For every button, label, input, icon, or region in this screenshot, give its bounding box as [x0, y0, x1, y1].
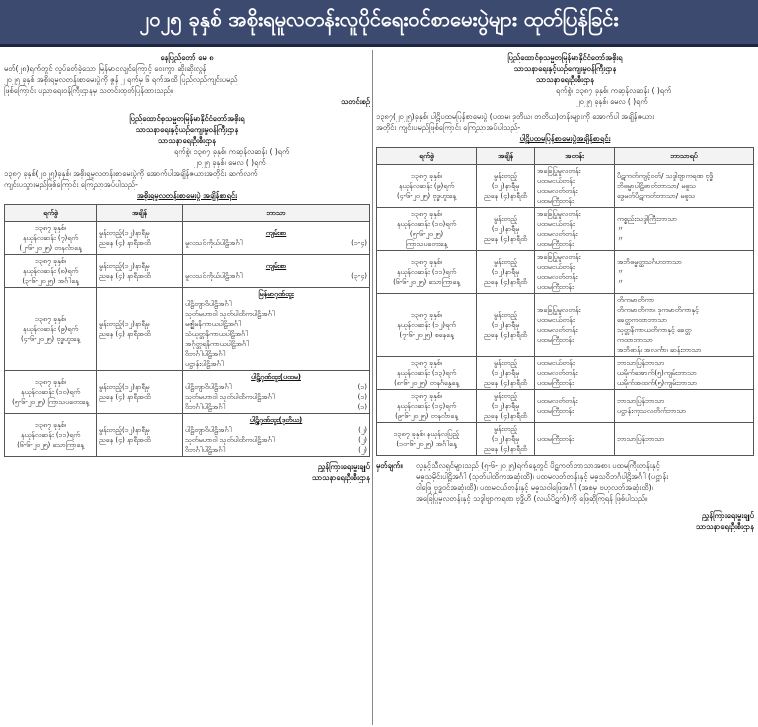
subject-item: [185, 339, 367, 349]
subject-line: အဘိဓာန်၊ အလင်္ကာ၊ ဆန်းဘာသာ: [617, 346, 702, 354]
subject-item-text: မဇ္ဈိမနိကာယပါဠိအင်္ဂါ: [185, 320, 242, 328]
date-line: (၁၀-၆-၂၀၂၅) အင်္ဂါနေ့: [396, 440, 457, 448]
grade-cell: [535, 423, 615, 456]
notice-line: အတိုင်း ကျင်းပမည်ဖြစ်ကြောင်း ကြေညာအပ်ပါသည်-: [376, 123, 521, 132]
subject-cell: [615, 165, 754, 208]
date-line: (၃-၆-၂၀၂၅) အင်္ဂါနေ့: [22, 277, 79, 285]
time-line: (၁၂)နာရီမှ: [491, 182, 520, 190]
time-line: မွန်းတည့်(၁၂)နာရီမှ: [99, 383, 150, 391]
subject-heading: ကျမ်းစာ: [265, 229, 287, 237]
table-row: [5, 371, 370, 414]
time-line: မွန်းတည့်: [494, 425, 517, 433]
subject-cell: [183, 288, 370, 371]
date-cell: [377, 423, 477, 456]
grade-line: အခြေပြုမူလတန်း: [537, 210, 581, 218]
subject-item: [185, 359, 367, 369]
time-cell: [477, 251, 535, 294]
notice-line: ၁၃၈၇ ခုနှစ်(၂၀၂၅)ခုနှစ်၊ အစိုးရမူလတန်းစာမေးပွဲကို အောက်ပါအချိန်ဇယားအတိုင်း ဆက်လက်: [4, 169, 258, 178]
time-cell: [97, 288, 183, 371]
subject-item-text: မူလသင်ကိုယ်ပါဠိအင်္ဂါ: [185, 272, 243, 280]
time-line: မွန်းတည့်(၁၂)နာရီမှ: [99, 426, 150, 434]
header-time: အချိန်: [477, 148, 535, 165]
time-line: ညနေ (၄)နာရီထိ: [483, 445, 528, 453]
headline-title: ၂၀၂၅ ခုနှစ် အစိုးရမူလတန်းလူပိုင်ရေးဝင်စာမေးပွဲများ ထုတ်ပြန်ခြင်း: [139, 7, 619, 31]
subject-item-text: ဝိဘင်္ဂါပါဠိအင်္ဂါ: [185, 446, 226, 454]
date-line: နယုန်လဆန်း (၁၄)ရက်: [396, 402, 457, 410]
grade-cell: [535, 208, 615, 251]
subject-item-number: (၁): [357, 383, 367, 391]
time-line: (၁၂)နာရီမှ: [491, 402, 520, 410]
subject-item-number: (၁): [357, 403, 367, 411]
time-line: မွန်းတည့်: [494, 311, 517, 319]
time-line: ညနေ (၄) နာရီအထိ: [99, 393, 151, 401]
date-line: ၁၃၈၇ ခုနှစ်၊: [411, 210, 442, 218]
date-line: ၁၃၈၇ ခုနှစ်၊: [35, 257, 66, 265]
grade-line: အခြေပြုမူလတန်း: [537, 253, 581, 261]
subject-item-text: ဝိဘင်္ဂါပါဠိအင်္ဂါ: [185, 350, 226, 358]
date-line: နယုန်လဆန်း (၁၁)ရက်: [396, 268, 457, 276]
date-line: နယုန်လဆန်း (၈)ရက်: [22, 267, 79, 275]
time-line: မွန်းတည့်: [494, 215, 517, 223]
left-schedule-table: [4, 204, 370, 457]
subject-cell: [183, 414, 370, 457]
note-block: [376, 460, 754, 504]
subject-line: ကထာဘာသာ: [617, 336, 653, 344]
subject-line: ကစ္စည်းသဒ္ဒါကြီးဘာသာ: [617, 215, 678, 223]
subject-item-text: သုတ်မဟာဝါ သုတ်ပါထိကပါဠိအင်္ဂါ: [185, 436, 275, 444]
date-line: နယုန်လဆန်း (၁၁)ရက်: [20, 431, 81, 439]
ref-line: ၂၀၂၅ ခုနှစ်၊ မေလ ( )ရက်: [576, 97, 648, 106]
date-line: ၁၃၈၇ ခုနှစ်၊: [411, 392, 442, 400]
subject-item: [185, 238, 367, 248]
time-line: (၁၂)နာရီမှ: [491, 369, 520, 377]
date-line: (၅-၆-၂၀၂၅): [409, 230, 444, 238]
dateline: နေပြည်တော် မေ ၈: [160, 53, 214, 62]
subject-item-text: အင်္ဂုတ္တရနိကာယပါဠိအင်္ဂါ: [185, 340, 250, 348]
subject-cell: [615, 357, 754, 390]
date-cell: [377, 208, 477, 251]
time-line: (၁၂)နာရီမှ: [491, 225, 520, 233]
subject-item: [185, 271, 367, 281]
subject-item-text: ဝိဘင်္ဂါပါဠိအင်္ဂါ: [185, 403, 226, 411]
time-cell: [97, 255, 183, 288]
grade-line: ပထမလတ်တန်း: [537, 397, 578, 405]
date-line: နယုန်လဆန်း (၁၀)ရက်: [396, 220, 457, 228]
date-line: (၉-၆-၂၀၂၅) တနင်္လာနေ့: [395, 412, 458, 420]
signature-dept: သာသနာရေးဦးစီးဌာန: [311, 473, 370, 482]
time-line: ညနေ (၄)နာရီထိ: [483, 235, 528, 243]
subject-line: တိကမာတိကာ၊ ဒုကမာတိကာနှင့်: [617, 306, 699, 314]
time-cell: [477, 357, 535, 390]
date-line: နယုန်လဆန်း (၁၂)ရက်: [397, 321, 456, 329]
subject-heading: ပါဠိဂုဏ်ထူး(ပထမ): [251, 373, 301, 381]
date-line: ၁၃၈၇ ခုနှစ်၊: [411, 359, 442, 367]
subject-heading: မြန်မာဂုဏ်ထူး: [258, 290, 294, 298]
date-line: (၆-၆-၂၀၂၅) သောကြာနေ့: [393, 278, 460, 286]
date-cell: [5, 222, 97, 255]
subject-item-text: ပါဠိတျာဝိပါဠိအင်္ဂါ: [185, 426, 232, 434]
date-line: (၄-၆-၂၀၂၅) ဗုဒ္ဓဟူးနေ့: [396, 192, 457, 200]
grade-line: အခြေပြုမူလတန်း: [537, 306, 581, 314]
time-line: ညနေ (၄) နာရီအထိ: [99, 330, 151, 338]
subject-item-number: (၂): [358, 436, 367, 444]
date-line: (၄-၆-၂၀၂၅) ဗုဒ္ဓဟူးနေ့: [20, 335, 81, 343]
subject-line: ခေတ္တကထာဘာသာ: [617, 316, 668, 324]
note-label: မှတ်ချက်။: [376, 461, 403, 470]
subject-line: ဘာသာပြန်ဘာသာ: [617, 359, 665, 367]
subject-line: သုတ္တနိကာယတိကာနှင့် ခေတ္တ: [617, 326, 692, 334]
date-line: နယုန်လဆန်း (၁၃)ရက်: [396, 369, 457, 377]
subject-item-text: ပါဠိတျာဝိပါဠိအင်္ဂါ: [185, 383, 232, 391]
subject-line: တိကမာတိကာ: [617, 296, 655, 304]
headline-banner: [0, 0, 758, 47]
intro-line: ၂၀၂၅ ခုနှစ် အစိုးရမူလတန်းစာမေးပွဲကို ဇွန် ၂ ရက်မှ ၆ ရက်အထိ ပြည်လည်ကျင်းပမည်: [4, 75, 238, 84]
intro-line: မတ်(၂၈)ရက်တွင် လှုပ်ခတ်ခဲ့သော မြန်မာငလျင်ကြောင့် ဝေးကွာ ဆိုးဆိုးလွန်: [4, 64, 207, 73]
subject-line: 〃: [617, 268, 624, 276]
table-row: [377, 165, 754, 208]
date-line: ၁၃၈၇ ခုနှစ်၊: [411, 311, 442, 319]
grade-line: ပထမငယ်တန်း: [537, 220, 575, 228]
signature-title: ညွှန်ကြားရေးမှူးချုပ်: [318, 462, 370, 471]
ref-line: ရက်စွဲ၊ ၁၃၈၇ ခုနှစ်၊ ကဆုန်လဆန်း ( )ရက်: [556, 86, 672, 95]
date-line: ၁၃၈၇ ခုနှစ်၊: [35, 315, 66, 323]
note-line: လူနှင့်သီလရှင်များသည် (၅-၆-၂၀၂၅)ရက်နေ့တွင် ပိဋကတ်ဘာသာအစား ပထမကြီးတန်းနှင့်: [416, 461, 660, 470]
subject-item: [185, 392, 367, 402]
subject-cell: [183, 255, 370, 288]
header-subject: ဘာသာရပ်: [615, 148, 754, 165]
date-cell: [5, 255, 97, 288]
subject-line: 〃: [617, 235, 624, 243]
subject-line: ပိဋကတ်ကျင့်ဝတ်/ သဒ္ဒါဗျာကရဏ ဗုဒ္ဓိ: [617, 172, 714, 180]
subject-cell: [615, 390, 754, 423]
grade-cell: [535, 251, 615, 294]
date-cell: [5, 288, 97, 371]
date-cell: [377, 357, 477, 390]
grade-line: အခြေပြုမူလတန်း: [537, 167, 581, 175]
date-cell: [5, 371, 97, 414]
time-line: မွန်းတည့်(၁၂)နာရီမှ: [99, 229, 150, 237]
intro-line: ဖြစ်ကြောင်း ပညာရေးဝန်ကြီးဌာနမှ သတင်းထုတ်ပြန်ထားသည်။: [4, 86, 173, 95]
left-column: [4, 52, 370, 483]
subject-line: ဘိဓမ္မာပါဠိဓာတ်ဘာသာ/ မဓူသ: [617, 182, 696, 190]
subject-line: ဒွေမတ်ပိဋကတ်ဘာသာ/ မဓူသ: [617, 192, 696, 200]
date-line: (၂-၆-၂၀၂၅) တနင်္လာနေ့: [19, 244, 82, 252]
time-line: ညနေ (၄)နာရီထိ: [483, 192, 528, 200]
subject-cell: [615, 208, 754, 251]
subject-item: [185, 435, 367, 445]
intro-end: သတင်းစဉ်: [341, 97, 370, 106]
table-row: [5, 255, 370, 288]
table-row: [377, 208, 754, 251]
subject-heading: ပါဠိဂုဏ်ထူး(ဒုတိယ): [249, 416, 303, 424]
subject-item-text: မူလသင်ကိုယ်ပါဠိအင်္ဂါ: [185, 239, 243, 247]
notice-line: ၁၃၈၇(၂၀၂၅)ခုနှစ်၊ ပါဠိပထမပြန်စာမေးပွဲ (ပထမ၊ ဒုတိယ၊ တတိယ)တန်းများကို အောက်ပါ အချိန်ဇယား: [376, 112, 655, 121]
subject-cell: [615, 294, 754, 357]
subject-cell: [183, 371, 370, 414]
subject-item-number: (၂): [358, 446, 367, 454]
table-row: [377, 294, 754, 357]
subject-line: ဘာသာပြန်ဘာသာ: [617, 397, 665, 405]
grade-line: ပထမငယ်တန်း: [537, 263, 575, 271]
subject-line: ဘာသာပြန်ဘာသာ: [617, 435, 665, 443]
date-line: နယုန်လဆန်း (၁၀)ရက်: [20, 388, 81, 396]
time-line: ညနေ (၄)နာရီထိ: [483, 278, 528, 286]
note-line: မဓူသမိုင်းပါဠိအင်္ဂါ (သုတ်ပါထိကအဆုံးထိ)၊ ပထမလတ်တန်းနှင့် မဓူသဝိဘင်္ဂပါဠိအင်္ဂါ (ပဋ္ဌာန်း: [416, 472, 669, 481]
table-title: အစိုးရမူလတန်းစာမေးပွဲ အချိန်စာရင်း: [136, 191, 238, 200]
table-row: [5, 288, 370, 371]
subject-item-text: ပါဠိတျာဝိပါဠိအင်္ဂါ: [185, 300, 232, 308]
subject-item-number: (၂): [358, 426, 367, 434]
grade-line: ပထမလတ်တန်း: [537, 273, 578, 281]
time-line: ညနေ (၄)နာရီထိ: [483, 379, 528, 387]
table-row: [377, 423, 754, 456]
grade-line: ပထမကြီးတန်း: [537, 283, 574, 291]
subject-cell: [615, 423, 754, 456]
date-cell: [5, 414, 97, 457]
subject-item: [185, 319, 367, 329]
org-line: ပြည်ထောင်စုသမ္မတမြန်မာနိုင်ငံတော်အစိုးရ: [129, 114, 245, 123]
table-row: [377, 357, 754, 390]
subject-cell: [615, 251, 754, 294]
subject-item: [185, 425, 367, 435]
subject-item: [185, 382, 367, 392]
subject-heading: ကျမ်းစာ: [265, 262, 287, 270]
date-line: နယုန်လဆန်း (၉)ရက်: [22, 325, 79, 333]
time-cell: [97, 414, 183, 457]
date-line: (၅-၆-၂၀၂၅) ကြာသပတေးနေ့: [12, 398, 89, 406]
time-line: ညနေ (၄)နာရီထိ: [483, 412, 528, 420]
header-date: ရက်စွဲ: [5, 205, 97, 222]
date-line: ၁၃၈၇ ခုနှစ်၊: [411, 172, 442, 180]
header-time: အချိန်: [97, 205, 183, 222]
subject-item: [185, 402, 367, 412]
table-row: [377, 390, 754, 423]
date-line: နယုန်လဆန်း (၉)ရက်: [398, 182, 455, 190]
subject-item-text: သုတ်မဟာဝါ သုတ်ပါထိကပါဠိအင်္ဂါ: [185, 310, 275, 318]
date-line: ၁၃၈၇ ခုနှစ်၊: [35, 224, 66, 232]
subject-item: [185, 349, 367, 359]
subject-item: [185, 329, 367, 339]
signature-dept: သာသနာရေးဦးစီးဌာန: [695, 522, 754, 531]
time-cell: [97, 371, 183, 414]
time-line: မွန်းတည့်: [494, 258, 517, 266]
time-line: (၁၂)နာရီမှ: [491, 435, 520, 443]
grade-line: ပထမလတ်တန်း: [537, 369, 578, 377]
table-row: [377, 251, 754, 294]
org-line: သာသနာရေးနှင့်ယဉ်ကျေးမှုဝန်ကြီးဌာန: [513, 64, 617, 73]
grade-line: ပထမငယ်တန်း: [537, 177, 575, 185]
header-subject: ဘာသာ: [183, 205, 370, 222]
header-grade: အတန်း: [535, 148, 615, 165]
grade-line: ပထမကြီးတန်း: [537, 407, 574, 415]
date-line: (၈-၆-၂၀၂၅) တနင်္ဂနွေနေ့: [394, 379, 459, 387]
grade-line: ပထမငယ်တန်း: [537, 359, 575, 367]
subject-item-text: သုတ်မဟာဝါ သုတ်ပါထိကပါဠိအင်္ဂါ: [185, 393, 275, 401]
subject-item-number: (၃-၄): [351, 272, 367, 280]
time-line: မွန်းတည့်: [494, 359, 517, 367]
time-line: (၁၂)နာရီမှ: [491, 321, 520, 329]
signature-title: ညွှန်ကြားရေးမှူးချုပ်: [702, 511, 754, 520]
subject-item-text: သံယုတ္တနိကာယပါဠိအင်္ဂါ: [185, 330, 249, 338]
org-line: ပြည်ထောင်စုသမ္မတမြန်မာနိုင်ငံတော်အစိုးရ: [507, 53, 623, 62]
time-cell: [477, 165, 535, 208]
table-row: [5, 414, 370, 457]
subject-item: [185, 445, 367, 455]
grade-line: ပထမလတ်တန်း: [537, 187, 578, 195]
grade-line: ပထမကြီးတန်း: [537, 336, 574, 344]
time-cell: [477, 390, 535, 423]
date-line: ၁၃၈၇ ခုနှစ်၊: [35, 378, 66, 386]
date-cell: [377, 294, 477, 357]
subject-line: ယမိုက်အောက်(၅)ကျမ်းဘာသာ: [617, 369, 697, 377]
time-line: မွန်းတည့်(၁၂)နာရီမှ: [99, 320, 150, 328]
time-cell: [477, 294, 535, 357]
time-line: ညနေ (၄) နာရီအထိ: [99, 436, 151, 444]
date-line: ၁၃၈၇ ခုနှစ်၊: [35, 421, 66, 429]
header-date: ရက်စွဲ: [377, 148, 477, 165]
subject-line: 〃: [617, 225, 624, 233]
date-cell: [377, 390, 477, 423]
date-line: (၆-၆-၂၀၂၅) သောကြာနေ့: [17, 441, 84, 449]
date-cell: [377, 251, 477, 294]
grade-line: ပထမလတ်တန်း: [537, 230, 578, 238]
time-cell: [97, 222, 183, 255]
subject-item: [185, 299, 367, 309]
org-line: သာသနာရေးဦးစီးဌာန: [157, 136, 217, 145]
time-line: မွန်းတည့်(၁၂)နာရီမှ: [99, 262, 150, 270]
time-cell: [477, 423, 535, 456]
subject-cell: [183, 222, 370, 255]
grade-cell: [535, 390, 615, 423]
time-line: (၁၂)နာရီမှ: [491, 268, 520, 276]
org-line: သာသနာရေးဦးစီးဌာန: [535, 75, 595, 84]
grade-cell: [535, 294, 615, 357]
subject-item: [185, 309, 367, 319]
ref-line: ၂၀၂၅ ခုနှစ်၊ မေလ ( )ရက်: [194, 158, 266, 167]
date-line: ၁၃၈၇ ခုနှစ်၊: [411, 258, 442, 266]
column-divider: [372, 50, 373, 725]
subject-item-number: (၁): [357, 393, 367, 401]
subject-line: ပဋ္ဌာန်းကုသလတိက်ဘာသာ: [617, 407, 687, 415]
date-line: နယုန်လဆန်း (၇)ရက်: [22, 234, 79, 242]
time-line: ညနေ (၄) နာရီအထိ: [99, 272, 151, 280]
subject-line: ယမိုက်အထက်(၅)ကျမ်းဘာသာ: [617, 379, 698, 387]
time-line: ညနေ (၄)နာရီထိ: [483, 331, 528, 339]
grade-cell: [535, 165, 615, 208]
table-title: ပါဠိပထမပြန်စာမေးပွဲအချိန်စာရင်း: [519, 134, 611, 143]
subject-line: အဘိဓမ္မတ္ထသင်္ဂဟဘာသာ: [617, 258, 682, 266]
date-line: ၁၃၈၇ ခုနှစ်၊ နယုန်လပြည့်: [393, 430, 460, 438]
org-line: သာသနာရေးနှင့်ယဉ်ကျေးမှုဝန်ကြီးဌာန: [135, 125, 239, 134]
subject-line: 〃: [617, 278, 624, 286]
time-line: မွန်းတည့်: [494, 172, 517, 180]
subject-item-number: (၁-၄): [351, 239, 367, 247]
right-column: [376, 52, 754, 532]
date-line: ကြာသပတေးနေ့: [405, 240, 448, 248]
grade-line: ပထမကြီးတန်း: [537, 379, 574, 387]
grade-line: ပထမကြီးတန်း: [537, 197, 574, 205]
grade-line: ပထမကြီးတန်း: [537, 435, 574, 443]
note-line: အခြေပြုမူလတန်းနှင့် သဒ္ဒါဗျာကရဏ ဗုဒ္ဓိဟိ (လယ်ပိဋက်)ကို ဖြေဆိုကြရန် ဖြစ်ပါသည်။: [416, 494, 648, 503]
date-cell: [377, 165, 477, 208]
notice-line: ကျင်းပသွားမည်ဖြစ်ကြောင်း ကြေညာအပ်ပါသည်-: [4, 180, 138, 189]
note-line: ဝါဖြေ ဗုဒ္ဓဝင်အဆုံးထိ)၊ ပထမငယ်တန်းနှင့် မဓူသဝါဖြေအင်္ဂါ (အစမှ ဗဟုလတ်အဆုံးထိ)၊: [416, 483, 653, 492]
grade-line: ပထမလတ်တန်း: [537, 326, 578, 334]
date-line: (၇-၆-၂၀၂၅) စနေနေ့: [399, 331, 454, 339]
grade-line: ပထမကြီးတန်း: [537, 240, 574, 248]
intro-paragraph: [4, 63, 370, 96]
subject-item-text: ပဋ္ဌာန်းပါဠိအင်္ဂါ: [185, 360, 224, 368]
time-cell: [477, 208, 535, 251]
grade-line: ပထမငယ်တန်း: [537, 316, 575, 324]
table-row: [5, 222, 370, 255]
time-line: မွန်းတည့်: [494, 392, 517, 400]
right-schedule-table: [376, 147, 754, 456]
time-line: ညနေ (၄) နာရီအထိ: [99, 239, 151, 247]
grade-cell: [535, 357, 615, 390]
ref-line: ရက်စွဲ၊ ၁၃၈၇ ခုနှစ်၊ ကဆုန်လဆန်း ( )ရက်: [174, 147, 290, 156]
